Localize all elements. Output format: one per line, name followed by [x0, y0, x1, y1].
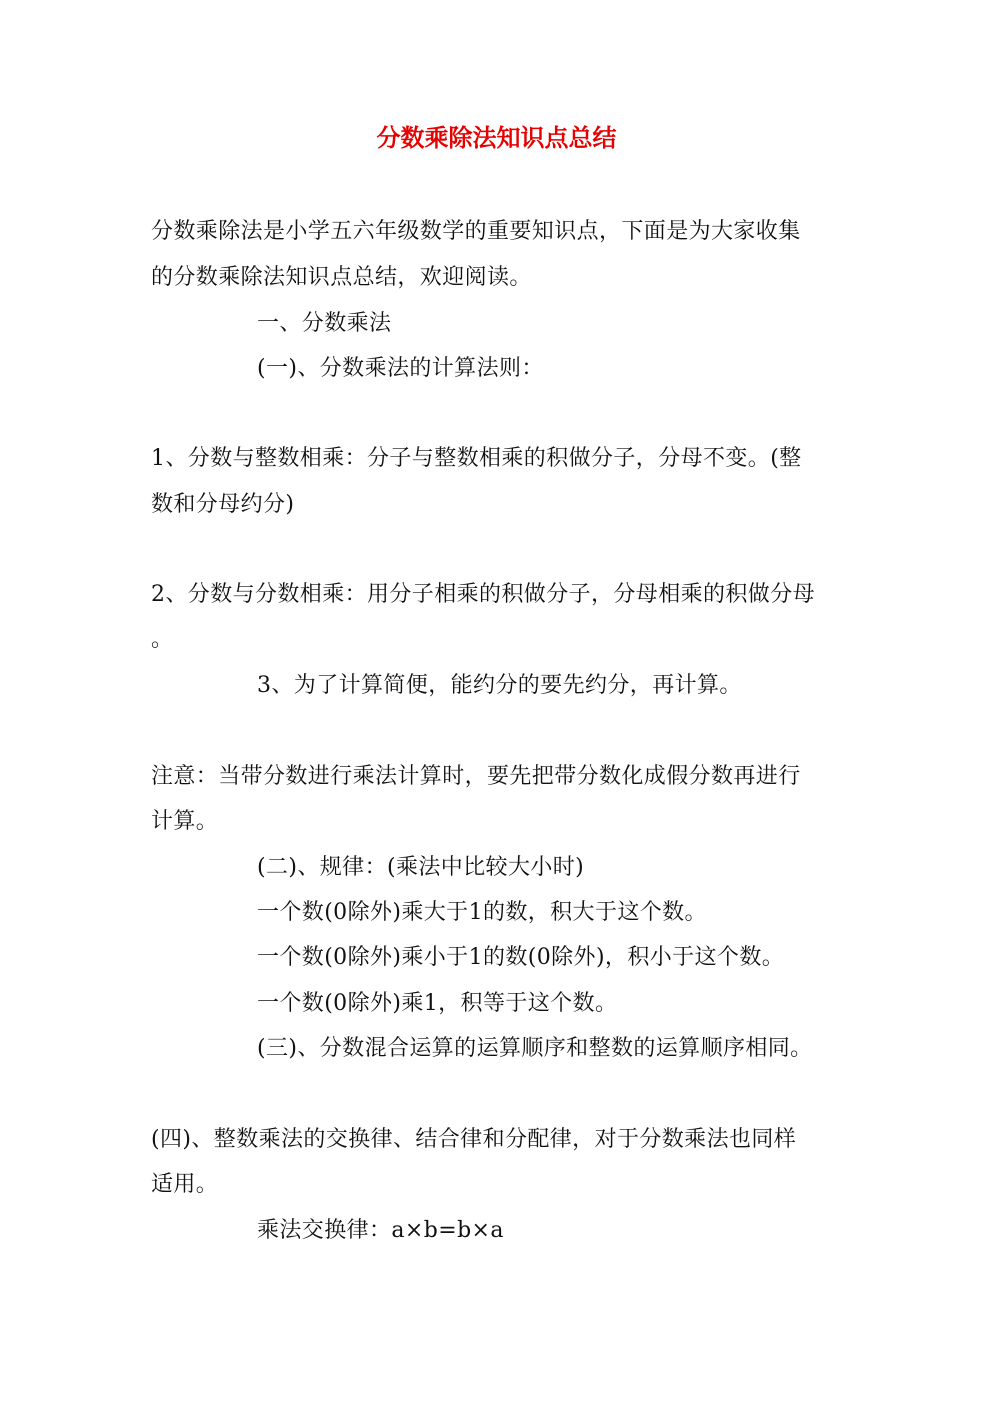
- law-line-2: 一个数(0除外)乘小于1的数(0除外)，积小于这个数。: [257, 945, 785, 970]
- note-line-2: 计算。: [151, 809, 219, 834]
- intro-line-2: 的分数乘除法知识点总结，欢迎阅读。: [151, 265, 532, 290]
- subsection-heading-1: (一)、分数乘法的计算法则：: [257, 356, 544, 381]
- section-heading: 一、分数乘法: [257, 311, 392, 336]
- rule-1-line-1: 1、分数与整数相乘：分子与整数相乘的积做分子，分母不变。(整: [151, 446, 802, 471]
- intro-line-1: 分数乘除法是小学五六年级数学的重要知识点，下面是为大家收集: [151, 219, 801, 244]
- document-title: 分数乘除法知识点总结: [376, 123, 617, 152]
- rule-3: 3、为了计算简便，能约分的要先约分，再计算。: [257, 673, 742, 698]
- rule-2-line-1: 2、分数与分数相乘：用分子相乘的积做分子，分母相乘的积做分母: [151, 582, 815, 607]
- subsection-heading-3: (三)、分数混合运算的运算顺序和整数的运算顺序相同。: [257, 1036, 813, 1061]
- commutative-law: 乘法交换律：a×b=b×a: [257, 1218, 504, 1243]
- rule-1-line-2: 数和分母约分): [151, 492, 295, 517]
- law-line-1: 一个数(0除外)乘大于1的数，积大于这个数。: [257, 900, 707, 925]
- law-line-3: 一个数(0除外)乘1，积等于这个数。: [257, 991, 618, 1016]
- subsection-4-line-1: (四)、整数乘法的交换律、结合律和分配律，对于分数乘法也同样: [151, 1127, 797, 1152]
- subsection-4-line-2: 适用。: [151, 1172, 219, 1197]
- note-line-1: 注意：当带分数进行乘法计算时，要先把带分数化成假分数再进行: [151, 764, 801, 789]
- rule-2-line-2: 。: [151, 627, 174, 652]
- subsection-heading-2: (二)、规律：(乘法中比较大小时): [257, 855, 585, 880]
